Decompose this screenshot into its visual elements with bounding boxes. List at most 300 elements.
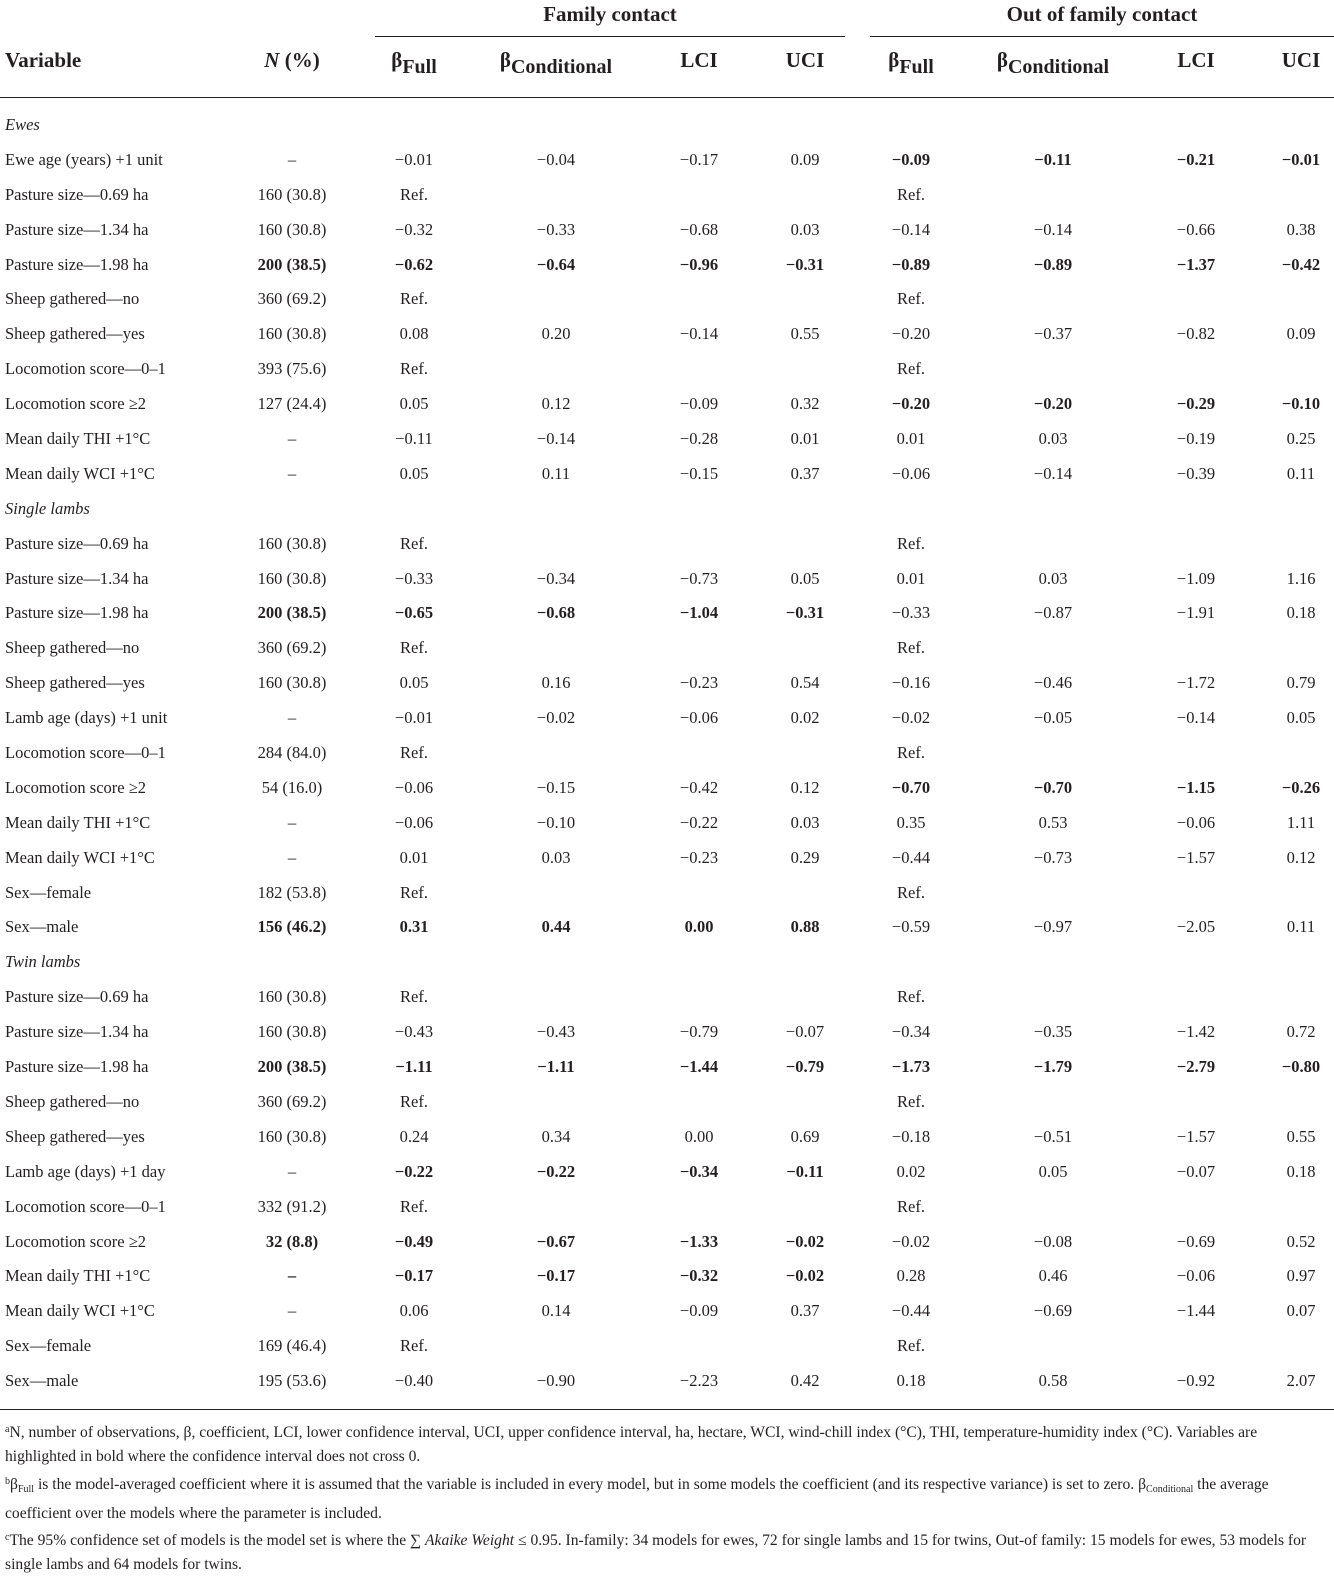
column-header-variable: Variable — [5, 48, 82, 72]
n-cell: 200 (38.5) — [257, 1057, 327, 1077]
out-uci-cell: −0.42 — [1281, 254, 1321, 274]
family-lci-cell: −0.68 — [679, 219, 719, 239]
footnote-a — [5, 1418, 1330, 1470]
n-cell: 32 (8.8) — [265, 1231, 319, 1251]
family-uci-cell: −0.02 — [785, 1266, 825, 1286]
n-cell: 182 (53.8) — [257, 882, 327, 902]
footnote-c — [5, 1526, 1330, 1578]
out-uci-cell: 0.09 — [1286, 324, 1316, 344]
variable-cell: Sheep gathered—yes — [5, 673, 145, 693]
family-beta-conditional-cell: −0.90 — [536, 1371, 576, 1391]
variable-cell: Lamb age (days) +1 unit — [5, 708, 168, 728]
family-beta-conditional-cell: −0.68 — [536, 603, 576, 623]
variable-cell: Sheep gathered—no — [5, 1091, 140, 1111]
n-cell: 160 (30.8) — [257, 1022, 327, 1042]
variable-cell: Pasture size—0.69 ha — [5, 184, 149, 204]
footnote-b — [5, 1470, 1330, 1527]
out-beta-full-cell: 0.02 — [896, 1161, 926, 1181]
family-beta-full-cell: 0.05 — [399, 394, 429, 414]
family-beta-full-cell: Ref. — [400, 743, 428, 763]
family-beta-full-cell: −0.40 — [394, 1371, 434, 1391]
column-header-n — [264, 48, 319, 73]
out-beta-full-cell: −0.44 — [891, 847, 931, 867]
out-beta-conditional-cell: −0.08 — [1033, 1231, 1073, 1251]
family-beta-full-cell: −0.62 — [394, 254, 434, 274]
out-uci-cell: 0.38 — [1286, 219, 1316, 239]
section-heading-row — [0, 944, 1334, 979]
family-lci-cell: −0.17 — [679, 149, 719, 169]
beta-symbol: β — [10, 1475, 18, 1493]
variable-cell: Pasture size—1.34 ha — [5, 568, 149, 588]
out-beta-full-cell: −0.16 — [891, 673, 931, 693]
family-beta-conditional-cell: −0.17 — [536, 1266, 576, 1286]
footnote-text: the average coefficient over the models where the parameter is included. — [5, 1475, 1269, 1522]
variable-cell: Pasture size—1.34 ha — [5, 1022, 149, 1042]
out-beta-full-cell: −0.20 — [891, 394, 931, 414]
out-beta-conditional-cell: −1.79 — [1033, 1057, 1073, 1077]
out-lci-cell: −2.05 — [1176, 917, 1216, 937]
beta-symbol: β — [888, 48, 900, 72]
out-beta-conditional-cell: −0.69 — [1033, 1301, 1073, 1321]
variable-cell: Sheep gathered—no — [5, 638, 140, 658]
variable-cell: Pasture size—1.98 ha — [5, 603, 149, 623]
family-beta-full-cell: −0.06 — [394, 777, 434, 797]
out-beta-full-cell: −0.20 — [891, 324, 931, 344]
family-lci-cell: −0.14 — [679, 324, 719, 344]
out-uci-cell: 0.79 — [1286, 673, 1316, 693]
family-beta-full-cell: Ref. — [400, 882, 428, 902]
n-cell: 156 (46.2) — [257, 917, 327, 937]
family-beta-conditional-cell: 0.20 — [541, 324, 571, 344]
table-row — [0, 247, 1334, 282]
out-beta-conditional-cell: −0.20 — [1033, 394, 1073, 414]
family-uci-cell: 0.42 — [790, 1371, 820, 1391]
beta-symbol: β — [996, 48, 1008, 72]
out-uci-cell: 0.25 — [1286, 429, 1316, 449]
family-beta-conditional-cell: 0.11 — [541, 463, 571, 483]
out-uci-cell: 0.11 — [1286, 917, 1316, 937]
family-beta-full-cell: −0.11 — [395, 429, 433, 449]
table-row — [0, 1328, 1334, 1363]
out-beta-full-cell: Ref. — [897, 1196, 925, 1216]
family-lci-cell: −0.34 — [679, 1161, 719, 1181]
table-row — [0, 875, 1334, 910]
family-lci-cell: −0.15 — [679, 463, 719, 483]
n-cell: 160 (30.8) — [257, 568, 327, 588]
family-beta-full-cell: Ref. — [400, 359, 428, 379]
section-label: Ewes — [5, 115, 40, 134]
table-row — [0, 561, 1334, 596]
family-uci-cell: 0.02 — [790, 708, 820, 728]
family-beta-full-cell: −0.33 — [394, 568, 434, 588]
beta-subscript: Conditional — [1007, 56, 1110, 78]
family-beta-conditional-cell: 0.44 — [541, 917, 571, 937]
family-beta-full-cell: −0.65 — [394, 603, 434, 623]
out-beta-full-cell: Ref. — [897, 359, 925, 379]
table-body — [0, 107, 1334, 1398]
variable-cell: Lamb age (days) +1 day — [5, 1161, 166, 1181]
out-lci-cell: −0.69 — [1176, 1231, 1216, 1251]
out-beta-full-cell: Ref. — [897, 882, 925, 902]
n-cell: – — [287, 1301, 297, 1321]
family-beta-conditional-cell: −0.14 — [536, 429, 576, 449]
n-cell: 393 (75.6) — [257, 359, 327, 379]
family-beta-conditional-cell: 0.03 — [541, 847, 571, 867]
table-row — [0, 1224, 1334, 1259]
beta-subscript: Conditional — [1146, 1483, 1194, 1495]
out-uci-cell: 1.16 — [1286, 568, 1316, 588]
out-beta-conditional-cell: −0.11 — [1034, 149, 1072, 169]
variable-cell: Mean daily THI +1°C — [5, 1266, 151, 1286]
table-row — [0, 177, 1334, 212]
family-lci-cell: −1.33 — [679, 1231, 719, 1251]
family-beta-full-cell: 0.05 — [399, 463, 429, 483]
out-beta-full-cell: Ref. — [897, 743, 925, 763]
section-label: Single lambs — [5, 498, 90, 518]
n-symbol: N — [264, 48, 280, 72]
group-header-family: Family contact — [543, 2, 677, 26]
table-row — [0, 909, 1334, 944]
family-lci-cell: −1.04 — [679, 603, 719, 623]
n-cell: 160 (30.8) — [257, 324, 327, 344]
footnote-italic: Akaike Weight — [425, 1532, 515, 1550]
family-beta-conditional-cell: −0.04 — [536, 149, 576, 169]
out-beta-full-cell: Ref. — [897, 987, 925, 1007]
family-uci-cell: −0.02 — [785, 1231, 825, 1251]
table-row — [0, 1258, 1334, 1293]
out-uci-cell: −0.10 — [1281, 394, 1321, 414]
table-row — [0, 630, 1334, 665]
family-lci-cell: −0.96 — [679, 254, 719, 274]
family-lci-cell: −0.23 — [679, 673, 719, 693]
out-beta-full-cell: −0.44 — [891, 1301, 931, 1321]
out-beta-full-cell: −0.34 — [891, 1022, 931, 1042]
variable-cell: Pasture size—0.69 ha — [5, 533, 149, 553]
out-uci-cell: 0.18 — [1286, 603, 1316, 623]
footnote-text: ≤ 0.95. In-family: 34 models for ewes, 72 for single lambs and 15 for twins, Out-of family: 15 models for ewes, 53 models for single lambs and 64 models for twins. — [5, 1532, 1307, 1574]
table-row — [0, 840, 1334, 875]
family-uci-cell: 0.55 — [790, 324, 820, 344]
family-beta-conditional-cell: 0.14 — [541, 1301, 571, 1321]
family-lci-cell: −0.06 — [679, 708, 719, 728]
variable-cell: Pasture size—0.69 ha — [5, 987, 149, 1007]
family-beta-full-cell: −1.11 — [395, 1057, 433, 1077]
family-beta-full-cell: Ref. — [400, 533, 428, 553]
family-beta-full-cell: 0.05 — [399, 673, 429, 693]
variable-cell: Locomotion score ≥2 — [5, 394, 147, 414]
family-uci-cell: 0.29 — [790, 847, 820, 867]
footnote-mark: a — [5, 1424, 10, 1435]
out-beta-conditional-cell: −0.35 — [1033, 1022, 1073, 1042]
out-beta-full-cell: Ref. — [897, 1336, 925, 1356]
table-row — [0, 1293, 1334, 1328]
n-cell: 200 (38.5) — [257, 603, 327, 623]
out-beta-full-cell: −0.06 — [891, 463, 931, 483]
n-percent: (%) — [279, 48, 320, 72]
n-cell: 200 (38.5) — [257, 254, 327, 274]
beta-symbol: β — [1138, 1475, 1147, 1493]
family-uci-cell: 0.12 — [790, 777, 820, 797]
family-beta-full-cell: Ref. — [400, 184, 428, 204]
group-header-out-of-family: Out of family contact — [1006, 2, 1198, 26]
column-header-family-beta-full — [391, 48, 437, 79]
out-beta-conditional-cell: 0.03 — [1038, 429, 1068, 449]
out-lci-cell: −0.29 — [1176, 394, 1216, 414]
out-uci-cell: 0.55 — [1286, 1126, 1316, 1146]
variable-cell: Locomotion score ≥2 — [5, 777, 147, 797]
family-uci-cell: 0.88 — [790, 917, 820, 937]
out-uci-cell: 1.11 — [1286, 812, 1316, 832]
out-uci-cell: 0.52 — [1286, 1231, 1316, 1251]
out-beta-full-cell: 0.01 — [896, 429, 926, 449]
variable-cell: Pasture size—1.98 ha — [5, 254, 149, 274]
family-beta-full-cell: −0.01 — [394, 149, 434, 169]
n-cell: – — [287, 429, 297, 449]
family-beta-full-cell: 0.24 — [399, 1126, 429, 1146]
n-cell: 160 (30.8) — [257, 184, 327, 204]
family-lci-cell: −0.28 — [679, 429, 719, 449]
family-beta-conditional-cell: −0.34 — [536, 568, 576, 588]
variable-cell: Locomotion score—0–1 — [5, 359, 166, 379]
section-heading-row — [0, 107, 1334, 142]
variable-cell: Pasture size—1.34 ha — [5, 219, 149, 239]
beta-symbol: β — [499, 48, 511, 72]
n-cell: – — [287, 463, 297, 483]
out-lci-cell: −1.44 — [1176, 1301, 1216, 1321]
table-row — [0, 421, 1334, 456]
family-beta-full-cell: 0.06 — [399, 1301, 429, 1321]
table-row — [0, 386, 1334, 421]
out-beta-conditional-cell: −0.51 — [1033, 1126, 1073, 1146]
variable-cell: Mean daily THI +1°C — [5, 812, 151, 832]
n-cell: 160 (30.8) — [257, 673, 327, 693]
variable-cell: Sex—female — [5, 1336, 92, 1356]
table-row — [0, 351, 1334, 386]
out-uci-cell: 2.07 — [1286, 1371, 1316, 1391]
family-beta-full-cell: Ref. — [400, 1196, 428, 1216]
family-lci-cell: −0.23 — [679, 847, 719, 867]
family-beta-conditional-cell: 0.12 — [541, 394, 571, 414]
table-row — [0, 805, 1334, 840]
family-uci-cell: 0.09 — [790, 149, 820, 169]
family-beta-conditional-cell: 0.16 — [541, 673, 571, 693]
n-cell: 160 (30.8) — [257, 533, 327, 553]
family-uci-cell: −0.11 — [786, 1161, 824, 1181]
family-uci-cell: −0.79 — [785, 1057, 825, 1077]
table-row — [0, 1119, 1334, 1154]
variable-cell: Sheep gathered—yes — [5, 1126, 145, 1146]
n-cell: – — [287, 1266, 297, 1286]
out-lci-cell: −1.57 — [1176, 1126, 1216, 1146]
family-beta-full-cell: 0.01 — [399, 847, 429, 867]
out-beta-conditional-cell: −0.97 — [1033, 917, 1073, 937]
table-row — [0, 1049, 1334, 1084]
family-lci-cell: −0.22 — [679, 812, 719, 832]
variable-cell: Sheep gathered—yes — [5, 324, 145, 344]
out-lci-cell: −0.19 — [1176, 429, 1216, 449]
table-row — [0, 456, 1334, 491]
table-row — [0, 700, 1334, 735]
out-lci-cell: −1.57 — [1176, 847, 1216, 867]
out-lci-cell: −2.79 — [1176, 1057, 1216, 1077]
family-beta-full-cell: Ref. — [400, 1336, 428, 1356]
table-row — [0, 142, 1334, 177]
n-cell: 169 (46.4) — [257, 1336, 327, 1356]
family-uci-cell: −0.31 — [785, 603, 825, 623]
out-uci-cell: 0.72 — [1286, 1022, 1316, 1042]
out-uci-cell: −0.01 — [1281, 149, 1321, 169]
family-beta-full-cell: −0.32 — [394, 219, 434, 239]
family-lci-cell: −1.44 — [679, 1057, 719, 1077]
column-header-out-beta-conditional — [997, 48, 1109, 79]
n-cell: 332 (91.2) — [257, 1196, 327, 1216]
out-lci-cell: −0.21 — [1176, 149, 1216, 169]
variable-cell: Sex—male — [5, 1371, 79, 1391]
n-cell: 360 (69.2) — [257, 289, 327, 309]
table-row — [0, 979, 1334, 1014]
footnotes — [5, 1418, 1330, 1578]
out-beta-conditional-cell: −0.05 — [1033, 708, 1073, 728]
out-uci-cell: 0.11 — [1286, 463, 1316, 483]
variable-cell: Locomotion score—0–1 — [5, 743, 166, 763]
family-beta-conditional-cell: 0.34 — [541, 1126, 571, 1146]
section-heading-row — [0, 491, 1334, 526]
n-cell: 54 (16.0) — [261, 777, 323, 797]
family-uci-cell: 0.37 — [790, 1301, 820, 1321]
variable-cell: Mean daily WCI +1°C — [5, 1301, 155, 1321]
out-lci-cell: −0.06 — [1176, 1266, 1216, 1286]
family-beta-full-cell: −0.22 — [394, 1161, 434, 1181]
beta-subscript: Full — [17, 1483, 35, 1495]
out-beta-full-cell: 0.01 — [896, 568, 926, 588]
out-beta-conditional-cell: −0.70 — [1033, 777, 1073, 797]
variable-cell: Ewe age (years) +1 unit — [5, 149, 163, 169]
n-cell: 195 (53.6) — [257, 1371, 327, 1391]
beta-subscript: Conditional — [510, 56, 613, 78]
n-cell: – — [287, 1161, 297, 1181]
family-beta-full-cell: Ref. — [400, 638, 428, 658]
footnote-mark: c — [5, 1532, 10, 1544]
out-beta-full-cell: Ref. — [897, 638, 925, 658]
family-beta-full-cell: −0.06 — [394, 812, 434, 832]
out-lci-cell: −0.07 — [1176, 1161, 1216, 1181]
beta-subscript: Full — [899, 56, 934, 78]
family-beta-full-cell: Ref. — [400, 1091, 428, 1111]
table-row — [0, 735, 1334, 770]
section-label: Twin lambs — [5, 952, 81, 972]
variable-cell: Pasture size—1.98 ha — [5, 1057, 149, 1077]
out-beta-full-cell: −0.89 — [891, 254, 931, 274]
column-header-out-beta-full — [888, 48, 934, 79]
table-row — [0, 770, 1334, 805]
table-row — [0, 526, 1334, 561]
variable-cell: Mean daily WCI +1°C — [5, 463, 155, 483]
family-lci-cell: −0.73 — [679, 568, 719, 588]
family-beta-full-cell: −0.49 — [394, 1231, 434, 1251]
out-lci-cell: −0.14 — [1176, 708, 1216, 728]
family-uci-cell: 0.32 — [790, 394, 820, 414]
family-beta-full-cell: 0.31 — [399, 917, 429, 937]
family-lci-cell: −0.42 — [679, 777, 719, 797]
family-uci-cell: 0.54 — [790, 673, 820, 693]
table-row — [0, 1084, 1334, 1119]
n-cell: 127 (24.4) — [257, 394, 327, 414]
family-beta-full-cell: −0.43 — [394, 1022, 434, 1042]
n-cell: 284 (84.0) — [257, 743, 327, 763]
header-bottom-rule — [0, 97, 1334, 98]
n-cell: 160 (30.8) — [257, 1126, 327, 1146]
beta-subscript: Full — [402, 56, 437, 78]
variable-cell: Mean daily THI +1°C — [5, 429, 151, 449]
out-beta-conditional-cell: −0.14 — [1033, 219, 1073, 239]
out-beta-conditional-cell: −0.73 — [1033, 847, 1073, 867]
out-beta-full-cell: −0.33 — [891, 603, 931, 623]
family-beta-conditional-cell: −0.43 — [536, 1022, 576, 1042]
family-beta-full-cell: −0.17 — [394, 1266, 434, 1286]
variable-cell: Sheep gathered—no — [5, 289, 140, 309]
family-beta-conditional-cell: −0.33 — [536, 219, 576, 239]
out-beta-full-cell: −0.59 — [891, 917, 931, 937]
family-beta-conditional-cell: −0.02 — [536, 708, 576, 728]
table-row — [0, 212, 1334, 247]
out-lci-cell: −0.82 — [1176, 324, 1216, 344]
n-cell: – — [287, 812, 297, 832]
table-row — [0, 1363, 1334, 1398]
table-row — [0, 316, 1334, 351]
out-beta-full-cell: −0.09 — [891, 149, 931, 169]
family-lci-cell: 0.00 — [684, 1126, 714, 1146]
family-beta-conditional-cell: −0.10 — [536, 812, 576, 832]
out-beta-conditional-cell: 0.05 — [1038, 1161, 1068, 1181]
out-beta-full-cell: −0.02 — [891, 708, 931, 728]
family-lci-cell: −0.09 — [679, 394, 719, 414]
table-bottom-rule — [0, 1409, 1334, 1410]
out-lci-cell: −1.91 — [1176, 603, 1216, 623]
out-uci-cell: 0.12 — [1286, 847, 1316, 867]
out-beta-full-cell: 0.28 — [896, 1266, 926, 1286]
out-lci-cell: −0.39 — [1176, 463, 1216, 483]
out-beta-full-cell: Ref. — [897, 533, 925, 553]
out-beta-conditional-cell: 0.58 — [1038, 1371, 1068, 1391]
family-uci-cell: −0.31 — [785, 254, 825, 274]
family-uci-cell: 0.69 — [790, 1126, 820, 1146]
family-uci-cell: −0.07 — [785, 1022, 825, 1042]
out-beta-conditional-cell: −0.14 — [1033, 463, 1073, 483]
out-beta-full-cell: Ref. — [897, 289, 925, 309]
out-beta-conditional-cell: −0.87 — [1033, 603, 1073, 623]
out-beta-conditional-cell: 0.46 — [1038, 1266, 1068, 1286]
out-lci-cell: −0.92 — [1176, 1371, 1216, 1391]
family-beta-conditional-cell: −0.22 — [536, 1161, 576, 1181]
table-row — [0, 281, 1334, 316]
out-lci-cell: −0.06 — [1176, 812, 1216, 832]
family-uci-cell: 0.03 — [790, 812, 820, 832]
out-beta-conditional-cell: −0.37 — [1033, 324, 1073, 344]
out-lci-cell: −1.42 — [1176, 1022, 1216, 1042]
n-cell: 360 (69.2) — [257, 1091, 327, 1111]
group-rule-family — [375, 36, 845, 37]
variable-cell: Locomotion score—0–1 — [5, 1196, 166, 1216]
variable-cell: Locomotion score ≥2 — [5, 1231, 147, 1251]
out-beta-full-cell: Ref. — [897, 184, 925, 204]
table-row — [0, 1014, 1334, 1049]
footnote-text: is the model-averaged coefficient where it is assumed that the variable is included in every model, but in some models the coefficient (and its respective variance) is set to zero. — [34, 1475, 1135, 1493]
out-uci-cell: 0.05 — [1286, 708, 1316, 728]
family-uci-cell: 0.05 — [790, 568, 820, 588]
variable-cell: Sex—female — [5, 882, 92, 902]
table-row — [0, 1154, 1334, 1189]
footnote-mark: b — [5, 1475, 10, 1487]
